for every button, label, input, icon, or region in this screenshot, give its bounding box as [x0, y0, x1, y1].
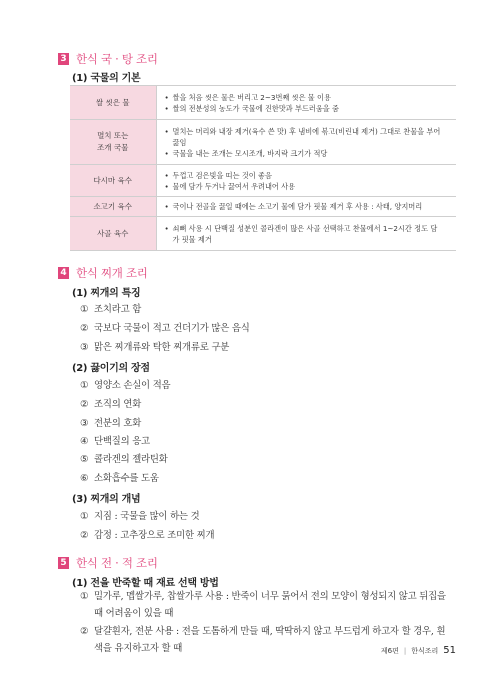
table-row	[70, 197, 456, 217]
list-text: 달걀흰자, 전분 사용 : 전을 도톰하게 만들 때, 딱딱하지 않고 부드럽게 하고자 할 경우, 흰	[94, 626, 446, 637]
subheading: (1) 찌개의 특징	[72, 288, 141, 299]
section-4-header	[58, 265, 148, 281]
table-row	[70, 217, 456, 251]
list-marker: ①	[80, 591, 89, 602]
table-value: • 두껍고 검은빛을 띠는 것이 좋음 • 물에 담가 두거나 끓여서 우려내어 사용	[156, 165, 456, 197]
list-text: 조치라고 함	[94, 304, 142, 315]
list-marker: ⑤	[80, 454, 89, 465]
section-title: 한식 전 · 적 조리	[76, 556, 158, 570]
list-item	[80, 527, 214, 541]
list-text: 색을 유지하고자 할 때	[94, 643, 183, 654]
list-marker: ④	[80, 436, 89, 447]
table-key: 쌀 씻은 물	[70, 86, 156, 120]
table-text: 쌀의 전분성의 농도가 국물에 진한맛과 부드러움을 줌	[172, 103, 339, 113]
list-item	[80, 451, 168, 465]
list-item	[80, 339, 229, 353]
list-marker: ⑥	[80, 473, 89, 484]
list-text: 콜라겐의 젤라틴화	[94, 454, 168, 465]
list-marker: ②	[80, 323, 89, 334]
list-item	[80, 415, 141, 429]
list-item	[80, 320, 250, 334]
table-key: 다시마 육수	[70, 165, 156, 197]
list-text: 때 어려움이 있을 때	[94, 608, 174, 619]
section-title: 한식 국 · 탕 조리	[76, 52, 158, 66]
list-marker: ①	[80, 304, 89, 315]
list-text: 감정 : 고추장으로 조미한 찌개	[94, 530, 215, 541]
list-text: 조직의 연화	[94, 399, 142, 410]
list-marker: ①	[80, 511, 89, 522]
footer-chapter: 제6편	[380, 646, 399, 655]
list-text: 소화흡수를 도움	[94, 473, 159, 484]
list-item	[80, 301, 141, 315]
section-5-header	[58, 555, 158, 571]
subheading: (1) 국물의 기본	[72, 73, 141, 84]
list-item	[80, 508, 199, 522]
list-marker: ③	[80, 418, 89, 429]
list-marker: ②	[80, 399, 89, 410]
table-value: • 국이나 전골을 끓일 때에는 소고기 물에 담가 핏물 제거 후 사용 : 사태, 양지머리	[156, 197, 456, 217]
table-text: 쌀을 처음 씻은 물은 버리고 2~3번째 씻은 물 이용	[172, 92, 331, 102]
table-text: 두껍고 검은빛을 띠는 것이 좋음	[172, 170, 272, 180]
table-row	[70, 120, 456, 165]
list-text: 전분의 호화	[94, 418, 142, 429]
list-item	[80, 396, 141, 410]
list-item	[80, 470, 159, 484]
subheading: (1) 전을 반죽할 때 재료 선택 방법	[72, 578, 219, 589]
table-key: 소고기 육수	[70, 197, 156, 217]
list-marker: ①	[80, 380, 89, 391]
table-key-text: 멸치 또는 조개 국물	[97, 131, 129, 152]
table-key: 사골 육수	[70, 217, 156, 251]
table-text: 국이나 전골을 끓일 때에는 소고기 물에 담가 핏물 제거 후 사용 : 사태, 양지머리	[172, 202, 423, 211]
page-footer	[381, 645, 456, 656]
table-text: 물에 담가 두거나 끓여서 우려내어 사용	[172, 181, 296, 191]
list-marker: ③	[80, 342, 89, 353]
list-text: 맑은 찌개류와 탁한 찌개류로 구분	[94, 342, 230, 353]
list-text: 밀가루, 멥쌀가루, 찹쌀가루 사용 : 반죽이 너무 묽어서 전의 모양이 형성되지 않고 뒤집을	[94, 591, 446, 602]
table-text: 국물을 내는 조개는 모시조개, 바지락 크기가 적당	[172, 148, 328, 158]
list-text: 영양소 손실이 적음	[94, 380, 171, 391]
table-row	[70, 165, 456, 197]
list-marker: ②	[80, 530, 89, 541]
list-item	[80, 377, 170, 391]
footer-separator: |	[403, 646, 407, 655]
subheading: (3) 찌개의 개념	[72, 494, 141, 505]
subheading: (2) 끓이기의 장점	[72, 363, 150, 374]
table-text: 쇠뼈 사용 시 단백질 성분인 콜라겐이 많은 사골 선택하고 찬물에서 1~2시간 정도 담 가 핏물 제거	[172, 223, 438, 244]
table-key	[70, 120, 156, 165]
table-value: • 쇠뼈 사용 시 단백질 성분인 콜라겐이 많은 사골 선택하고 찬물에서 1~2시간 정도 담 가 핏물 제거	[156, 217, 456, 251]
page-number: 51	[443, 645, 456, 656]
section-number: 3	[58, 53, 69, 65]
list-marker: ②	[80, 626, 89, 637]
list-item	[80, 433, 150, 447]
section-title: 한식 찌개 조리	[76, 266, 148, 280]
list-text: 국보다 국물이 적고 건더기가 많은 음식	[94, 323, 250, 334]
list-item	[80, 588, 458, 622]
table-value: • 멸치는 머리와 내장 제거(육수 쓴 맛) 후 냄비에 볶고(비린내 제거) 그대로 찬물을 부어 끓임 • 국물을 내는 조개는 모시조개, 바지락 크기가 적당	[156, 120, 456, 165]
table-row	[70, 86, 456, 120]
list-text: 지짐 : 국물을 많이 하는 것	[94, 511, 200, 522]
section-number: 4	[58, 267, 69, 279]
table-text: 멸치는 머리와 내장 제거(육수 쓴 맛) 후 냄비에 볶고(비린내 제거) 그대로 찬물을 부어 끓임	[172, 126, 441, 147]
broth-table	[70, 85, 456, 251]
table-value: • 쌀을 처음 씻은 물은 버리고 2~3번째 씻은 물 이용 • 쌀의 전분성의 농도가 국물에 진한맛과 부드러움을 줌	[156, 86, 456, 120]
section-3-header	[58, 51, 158, 67]
section-number: 5	[58, 557, 69, 569]
footer-section: 한식조리	[411, 646, 439, 655]
list-text: 단백질의 응고	[94, 436, 150, 447]
